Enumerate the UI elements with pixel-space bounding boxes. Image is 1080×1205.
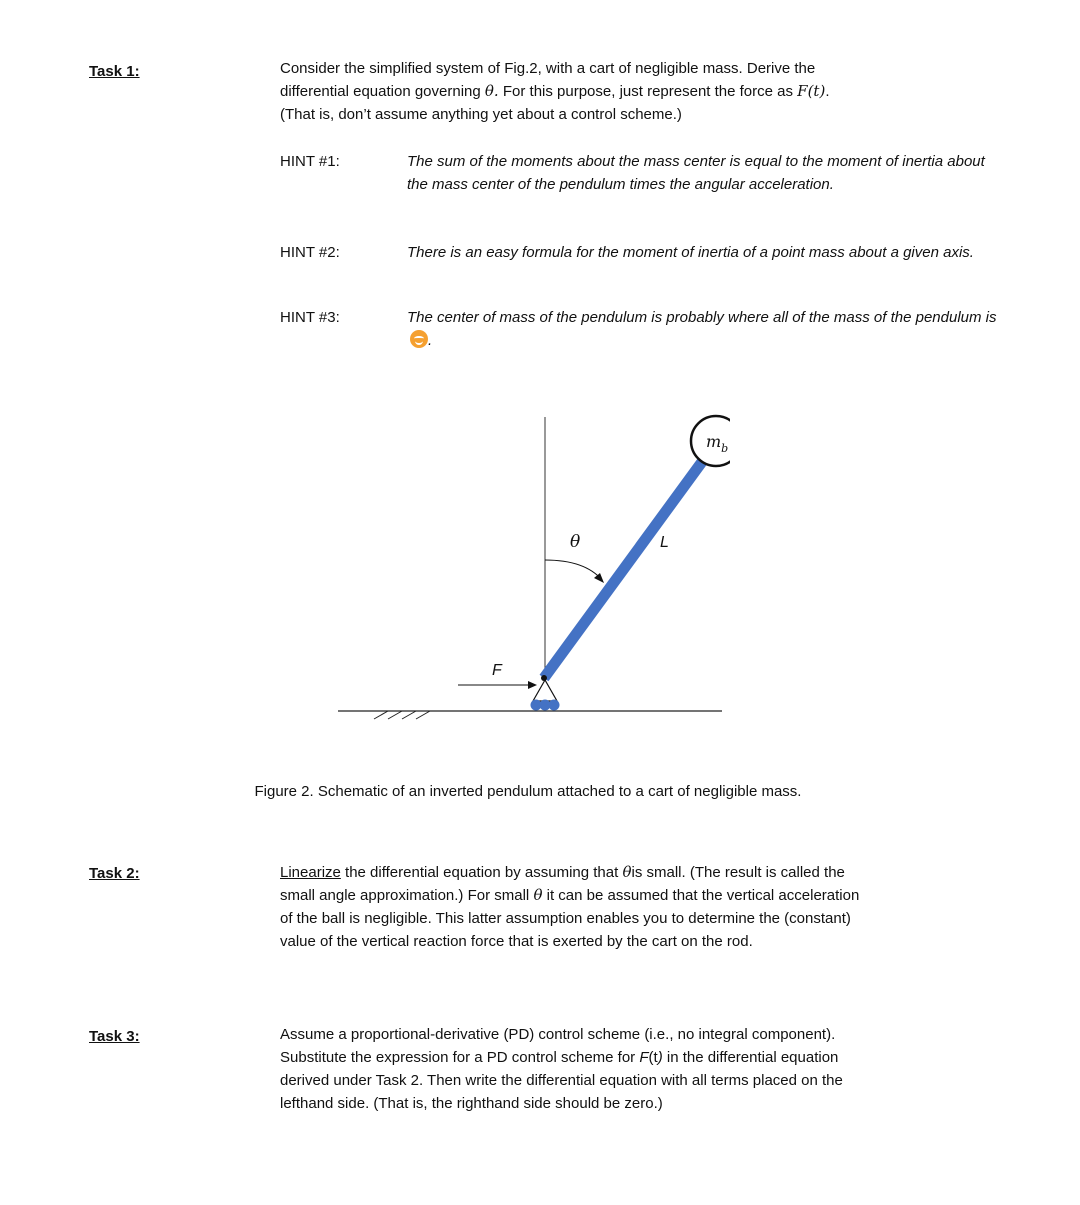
pivot-joint <box>541 675 547 681</box>
hint-2-text: There is an easy formula for the moment of inertia of a point mass about a given axis. <box>407 244 974 261</box>
task2-text <box>280 861 1000 953</box>
cart-wheels <box>531 700 560 711</box>
task3-line4: lefthand side. (That is, the righthand side should be zero.) <box>280 1095 663 1112</box>
ground-hatch <box>374 711 430 719</box>
smiling-face-icon <box>410 330 428 348</box>
hint-3-label: HINT #3: <box>280 309 340 326</box>
task1-line3: (That is, don’t assume anything yet about a control scheme.) <box>280 106 682 123</box>
figure-caption: Figure 2. Schematic of an inverted pendulum attached to a cart of negligible mass. <box>254 783 802 800</box>
force-arrowhead <box>528 681 537 689</box>
hint-2-label: HINT #2: <box>280 244 340 261</box>
task2-label: Task 2: <box>89 865 140 882</box>
task1-text <box>280 57 1000 126</box>
task2-line2: small angle approximation.) For small θ it can be assumed that the vertical acceleration <box>280 886 860 904</box>
linearize-term: Linearize <box>280 864 341 881</box>
hint-3-text: The center of mass of the pendulum is probably where all of the mass of the pendulum is . <box>407 309 997 349</box>
task1-label: Task 1: <box>89 63 140 80</box>
hint-1-text: The sum of the moments about the mass center is equal to the moment of inertia about the mass center of the pendulum times the angular acceleration. <box>407 153 985 193</box>
task1-line1: Consider the simplified system of Fig.2, with a cart of negligible mass. Derive the <box>280 60 816 77</box>
force-function: F(t) <box>797 82 826 100</box>
task3-line1: Assume a proportional-derivative (PD) control scheme (i.e., no integral component). <box>280 1026 836 1043</box>
task2-line4: value of the vertical reaction force that is exerted by the cart on the rod. <box>280 933 753 950</box>
pendulum-figure <box>330 405 730 725</box>
theta-symbol: θ. <box>484 82 499 100</box>
mass-label: $m_b$ <box>706 432 729 455</box>
task1-line2: differential equation governing θ. For this purpose, just represent the force as F(t). <box>280 82 830 100</box>
task3-line2: Substitute the expression for a PD control scheme for F(t) in the differential equation <box>280 1049 839 1066</box>
hint-1-label: HINT #1: <box>280 153 340 170</box>
theta-label: θ <box>570 532 581 552</box>
task2-line3: of the ball is negligible. This latter assumption enables you to determine the (constant) <box>280 910 851 927</box>
pivot-support <box>533 680 557 701</box>
theta-arc <box>545 560 602 580</box>
force-label: F <box>492 662 502 679</box>
task3-label: Task 3: <box>89 1028 140 1045</box>
length-label: L <box>660 534 669 551</box>
theta-arrowhead <box>594 573 604 583</box>
task2-line1: Linearize the differential equation by assuming that θis small. (The result is called the <box>280 863 845 881</box>
task3-text <box>280 1023 1000 1115</box>
task3-line3: derived under Task 2. Then write the differential equation with all terms placed on the <box>280 1072 843 1089</box>
pendulum-rod <box>544 455 707 678</box>
